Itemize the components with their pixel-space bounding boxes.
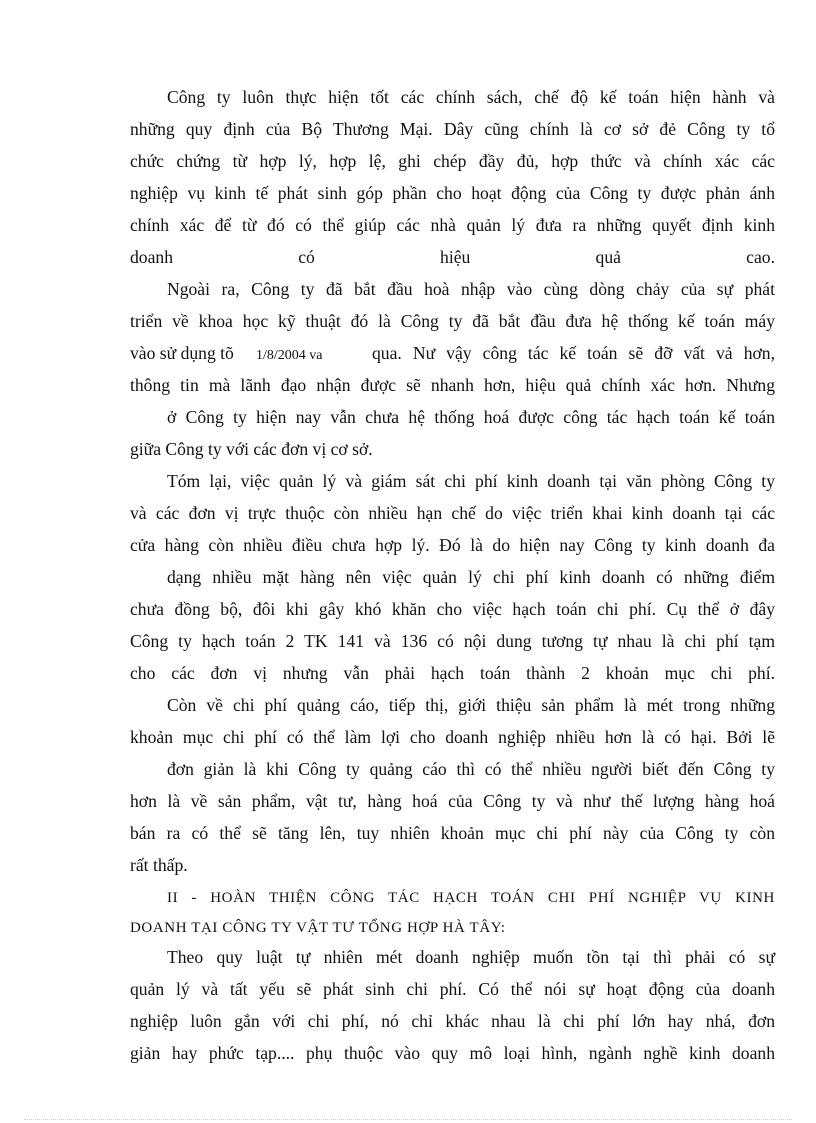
text-line: bán ra có thể sẽ tăng lên, tuy nhiên khoản mục chi phí này của Công ty còn xyxy=(130,823,775,843)
text-line: triển về khoa học kỹ thuật đó là Công ty đã bắt đầu đưa hệ thống kế toán máy xyxy=(130,311,775,331)
text-line-segment: vào sử dụng tõ xyxy=(130,343,234,363)
text-line: khoản mục chi phí có thể làm lợi cho doanh nghiệp nhiều hơn là có hại. Bởi lẽ xyxy=(130,727,775,747)
text-line: Công ty luôn thực hiện tốt các chính sách, chế độ kế toán hiện hành và xyxy=(167,87,775,107)
text-line: cho các đơn vị nhưng vẫn phải hạch toán thành 2 khoản mục chi phí. xyxy=(130,663,775,683)
date-text: 1/8/2004 va xyxy=(256,348,323,363)
text-line-segment: qua. Nư vậy công tác kế toán sẽ đỡ vất vả hơn, xyxy=(372,343,775,363)
text-line: nghiệp vụ kinh tế phát sinh góp phần cho hoạt động của Công ty được phản ánh xyxy=(130,183,775,203)
text-line: ở Công ty hiện nay vẫn chưa hệ thống hoá được công tác hạch toán kế toán xyxy=(167,407,775,427)
text-line: đơn giản là khi Công ty quảng cáo thì có thể nhiều người biết đến Công ty xyxy=(167,759,775,779)
text-line: Ngoài ra, Công ty đã bắt đầu hoà nhập vào cùng dòng chảy của sự phát xyxy=(167,279,775,299)
text-line: nghiệp luôn gắn với chi phí, nó chỉ khác nhau là chi phí lớn hay nhá, đơn xyxy=(130,1011,775,1031)
text-line: Theo quy luật tự nhiên mét doanh nghiệp muốn tồn tại thì phải có sự xyxy=(167,947,775,967)
text-line: chưa đồng bộ, đôi khi gây khó khăn cho việc hạch toán chi phí. Cụ thể ở đây xyxy=(130,599,775,619)
text-line: chức chứng từ hợp lý, hợp lệ, ghi chép đầy đủ, hợp thức và chính xác các xyxy=(130,151,775,171)
text-line: rất thấp. xyxy=(130,855,188,875)
text-line: quản lý và tất yếu sẽ phát sinh chi phí. Có thể nói sự hoạt động của doanh xyxy=(130,979,775,999)
text-line: cửa hàng còn nhiều điều chưa hợp lý. Đó là do hiện nay Công ty kinh doanh đa xyxy=(130,535,775,555)
text-line: Còn về chi phí quảng cáo, tiếp thị, giới thiệu sản phẩm là mét trong những xyxy=(167,695,775,715)
text-line: giản hay phức tạp.... phụ thuộc vào quy mô loại hình, ngành nghề kinh doanh xyxy=(130,1043,775,1063)
text-line: giữa Công ty với các đơn vị cơ sở. xyxy=(130,439,373,459)
text-line: Tóm lại, việc quản lý và giám sát chi phí kinh doanh tại văn phòng Công ty xyxy=(167,471,775,491)
text-line: và các đơn vị trực thuộc còn nhiều hạn chế do việc triển khai kinh doanh tại các xyxy=(130,503,775,523)
text-line: dạng nhiều mặt hàng nên việc quản lý chi phí kinh doanh có những điểm xyxy=(167,567,775,587)
section-heading: DOANH TẠI CÔNG TY VẬT TƯ TỔNG HỢP HÀ TÂY: xyxy=(130,920,506,936)
page-bottom-divider xyxy=(24,1119,792,1120)
section-heading: II - HOÀN THIỆN CÔNG TÁC HẠCH TOÁN CHI PHÍ NGHIỆP VỤ KINH xyxy=(167,890,775,906)
text-line: chính xác để từ đó có thể giúp các nhà quản lý đưa ra những quyết định kinh xyxy=(130,215,775,235)
text-line: những quy định của Bộ Thương Mại. Dây cũng chính là cơ sở đẻ Công ty tổ xyxy=(130,119,775,139)
text-line: hơn là về sản phẩm, vật tư, hàng hoá của Công ty và như thế lượng hàng hoá xyxy=(130,791,775,811)
text-line: thông tin mà lãnh đạo nhận được sẽ nhanh hơn, hiệu quả chính xác hơn. Nhưng xyxy=(130,375,775,395)
text-line: doanh có hiệu quả cao. xyxy=(130,247,775,267)
text-line: Công ty hạch toán 2 TK 141 và 136 có nội dung tương tự nhau là chi phí tạm xyxy=(130,631,775,651)
